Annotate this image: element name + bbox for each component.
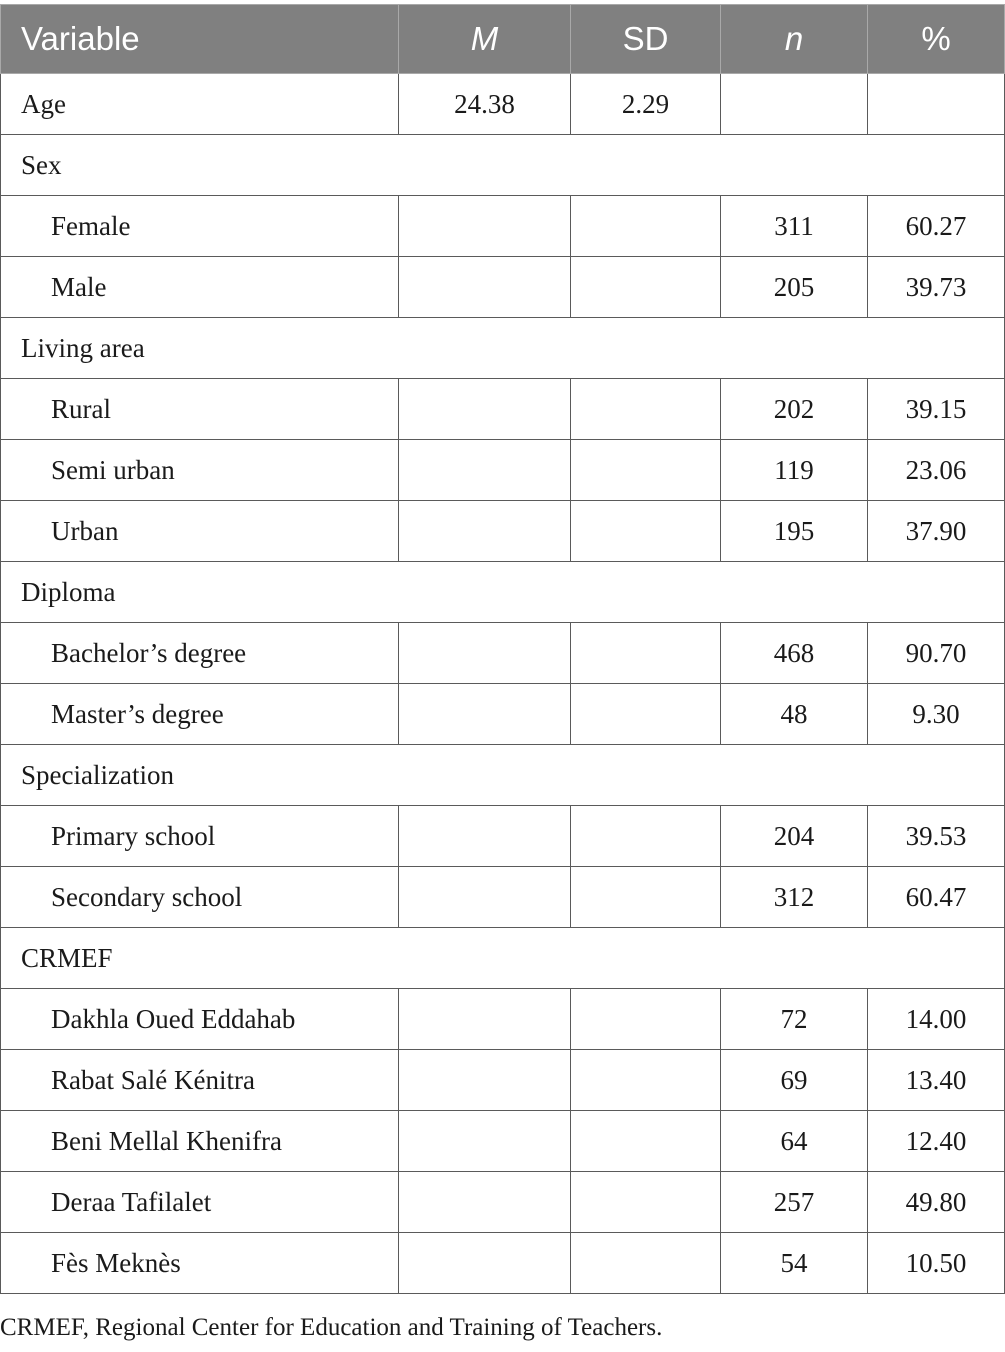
cell-mean: 24.38 [399,74,571,135]
cell-sd: 2.29 [571,74,721,135]
section-label: CRMEF [1,928,1005,989]
table-row [1,440,1005,501]
cell-mean [399,1050,571,1111]
cell-n: 257 [721,1172,868,1233]
cell-n: 54 [721,1233,868,1294]
cell-mean [399,501,571,562]
table-row [1,196,1005,257]
cell-mean [399,1172,571,1233]
cell-mean [399,379,571,440]
cell-sd [571,257,721,318]
cell-mean [399,989,571,1050]
row-label: Fès Meknès [1,1233,399,1294]
cell-sd [571,806,721,867]
header-n: n [721,5,868,74]
table-row [1,1233,1005,1294]
cell-n: 72 [721,989,868,1050]
cell-percent: 13.40 [868,1050,1005,1111]
cell-percent: 49.80 [868,1172,1005,1233]
section-row [1,562,1005,623]
cell-sd [571,867,721,928]
header-variable: Variable [1,5,399,74]
cell-n: 195 [721,501,868,562]
cell-percent: 14.00 [868,989,1005,1050]
cell-n: 69 [721,1050,868,1111]
row-label: Deraa Tafilalet [1,1172,399,1233]
cell-n: 312 [721,867,868,928]
table-row [1,501,1005,562]
header-percent: % [868,5,1005,74]
table-row [1,1050,1005,1111]
row-label: Primary school [1,806,399,867]
cell-n: 468 [721,623,868,684]
table-row [1,257,1005,318]
section-label: Diploma [1,562,1005,623]
row-label: Age [1,74,399,135]
table-footnote: CRMEF, Regional Center for Education and Training of Teachers. [0,1314,663,1341]
cell-percent: 90.70 [868,623,1005,684]
cell-percent: 39.53 [868,806,1005,867]
section-label: Sex [1,135,1005,196]
cell-sd [571,501,721,562]
cell-mean [399,196,571,257]
section-label: Specialization [1,745,1005,806]
section-row [1,135,1005,196]
table-row [1,684,1005,745]
cell-n: 202 [721,379,868,440]
row-label: Bachelor’s degree [1,623,399,684]
header-mean: M [399,5,571,74]
row-label: Beni Mellal Khenifra [1,1111,399,1172]
cell-mean [399,1111,571,1172]
cell-mean [399,867,571,928]
row-label: Male [1,257,399,318]
section-label: Living area [1,318,1005,379]
cell-sd [571,623,721,684]
table-row [1,806,1005,867]
cell-percent: 10.50 [868,1233,1005,1294]
cell-percent: 39.73 [868,257,1005,318]
cell-n: 311 [721,196,868,257]
cell-percent: 37.90 [868,501,1005,562]
cell-percent: 60.27 [868,196,1005,257]
cell-n: 48 [721,684,868,745]
row-label: Rural [1,379,399,440]
cell-n [721,74,868,135]
cell-sd [571,1111,721,1172]
cell-sd [571,379,721,440]
cell-sd [571,989,721,1050]
table-row [1,1172,1005,1233]
cell-percent [868,74,1005,135]
section-row [1,928,1005,989]
cell-n: 119 [721,440,868,501]
cell-n: 205 [721,257,868,318]
row-label: Secondary school [1,867,399,928]
row-label: Master’s degree [1,684,399,745]
cell-percent: 60.47 [868,867,1005,928]
cell-percent: 39.15 [868,379,1005,440]
cell-percent: 12.40 [868,1111,1005,1172]
section-row [1,745,1005,806]
cell-sd [571,684,721,745]
cell-percent: 23.06 [868,440,1005,501]
demographics-table [0,4,1005,1294]
row-label: Rabat Salé Kénitra [1,1050,399,1111]
table-row [1,1111,1005,1172]
cell-mean [399,623,571,684]
cell-mean [399,257,571,318]
cell-mean [399,684,571,745]
cell-sd [571,1050,721,1111]
cell-sd [571,1233,721,1294]
header-sd: SD [571,5,721,74]
row-label: Dakhla Oued Eddahab [1,989,399,1050]
cell-sd [571,440,721,501]
cell-n: 204 [721,806,868,867]
row-label: Semi urban [1,440,399,501]
table-row [1,867,1005,928]
cell-n: 64 [721,1111,868,1172]
cell-mean [399,440,571,501]
table-row [1,989,1005,1050]
table-row [1,623,1005,684]
table-row [1,379,1005,440]
table-row [1,74,1005,135]
header-row [1,5,1005,74]
cell-sd [571,196,721,257]
row-label: Urban [1,501,399,562]
table-body [1,74,1005,1294]
section-row [1,318,1005,379]
table-header [1,5,1005,74]
cell-mean [399,1233,571,1294]
cell-mean [399,806,571,867]
row-label: Female [1,196,399,257]
cell-sd [571,1172,721,1233]
cell-percent: 9.30 [868,684,1005,745]
